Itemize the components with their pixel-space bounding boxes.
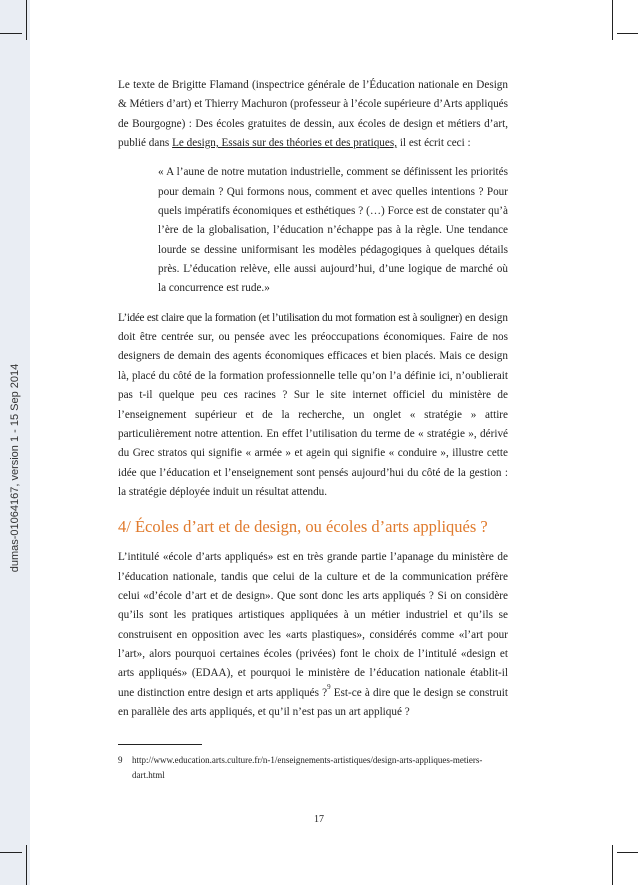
- archive-sidebar: [0, 0, 30, 885]
- crop-mark-top-left-h: [0, 33, 22, 34]
- crop-mark-bottom-right-h: [617, 852, 638, 853]
- crop-mark-bottom-right: [612, 845, 613, 885]
- applied-arts-text-end: Est-ce à dire que le design se construit en parallèle des arts appliqués, et qu’il n’est pas un art appliqué ?: [118, 686, 508, 718]
- footnote-rule: [118, 744, 202, 745]
- archive-identifier: dumas-01064167, version 1 - 15 Sep 2014: [9, 363, 21, 573]
- strategy-text: en design doit être centrée sur, ou pensée avec les préoccupations économiques. Faire de nos designers de demain des agents économiques efficaces et bien placés. Mais ce design là, placé du côté de la formation professionnelle telle qu’on l’a définie ici, n’oublierait pas t-il quelque peu ces racines ? Sur le site internet officiel du ministère de l’enseignement supérieur et de la recherche, un onglet « stratégie » attire particulièrement notre attention. En effet l’utilisation du terme de « stratégie », dérivé du Grec stratos qui signifie « armée » et agein qui signifie « conduire », illustre cette idée que l’éducation et l’enseignement sont pensés aujourd’hui du côté de la gestion : la stratégie déployée induit un résultat attendu.: [118, 311, 508, 498]
- footnote: [118, 753, 508, 783]
- applied-arts-text: L’intitulé «école d’arts appliqués» est en très grande partie l’apanage du ministère de l’éducation nationale, tandis que celui de la culture et de la communication préfère celui «d’école d’art et de design». Que sont donc les arts appliqués ? Si on considère qu’ils sont les pratiques artistiques appliquées à un métier industriel et qu’ils se construisent en opposition avec les «arts plastiques», considérés comme «l’art pour l’art», alors pourquoi certaines écoles (privées) font le choix de l’intitulé «design et arts appliqués» (EDAA), et pourquoi le ministère de l’éducation nationale établit-il une distinction entre design et arts appliqués ?: [118, 551, 508, 699]
- paragraph-strategy: [118, 309, 508, 502]
- intro-text: Le texte de Brigitte Flamand (inspectrice générale de l’Éducation nationale en Design & Métiers d’art) et Thierry Machuron (professeur à l’école supérieure d’Arts appliqués de Bourgogne) : Des écoles gratuites de dessin, aux écoles de design et métiers d’art, publié dans: [118, 79, 508, 150]
- footnote-url: http://www.education.arts.culture.fr/n-1/enseignements-artistiques/design-arts-appliques-metiers-dart.html: [132, 755, 483, 781]
- section-heading: 4/ Écoles d’art et de design, ou écoles d’arts appliqués ?: [118, 517, 488, 537]
- footnote-number: 9: [118, 755, 123, 766]
- footnote-ref: 9: [327, 682, 331, 691]
- block-quote: « A l’aune de notre mutation industrielle, comment se définissent les priorités pour demain ? Qui formons nous, comment et avec quelles intentions ? Pour quels impératifs économiques et esthétiques ? (…) Force est de constater qu’à l’ère de la globalisation, l’éducation n’échappe pas à la règle. Une tendance lourde se dessine uniformisant les modèles pédagogiques à quelques détails près. L’éducation relève, elle aussi aujourd’hui, d’une logique de marché où la concurrence est rude.»: [158, 166, 508, 295]
- crop-mark-bottom-left: [26, 845, 27, 885]
- intro-text-end: il est écrit ceci :: [397, 137, 471, 150]
- crop-mark-top-right: [612, 0, 613, 40]
- strategy-text-first-line: L’idée est claire que la formation (et l’utilisation du mot formation est à souligner): [118, 311, 462, 324]
- crop-mark-bottom-left-h: [0, 852, 22, 853]
- page-content: [118, 76, 508, 783]
- crop-mark-top-left: [26, 0, 27, 40]
- page-number: 17: [314, 814, 324, 825]
- crop-mark-top-right-h: [617, 33, 638, 34]
- paragraph-intro: [118, 76, 508, 153]
- book-title: Le design, Essais sur des théories et des pratiques,: [172, 137, 398, 150]
- paragraph-applied-arts: [118, 548, 508, 722]
